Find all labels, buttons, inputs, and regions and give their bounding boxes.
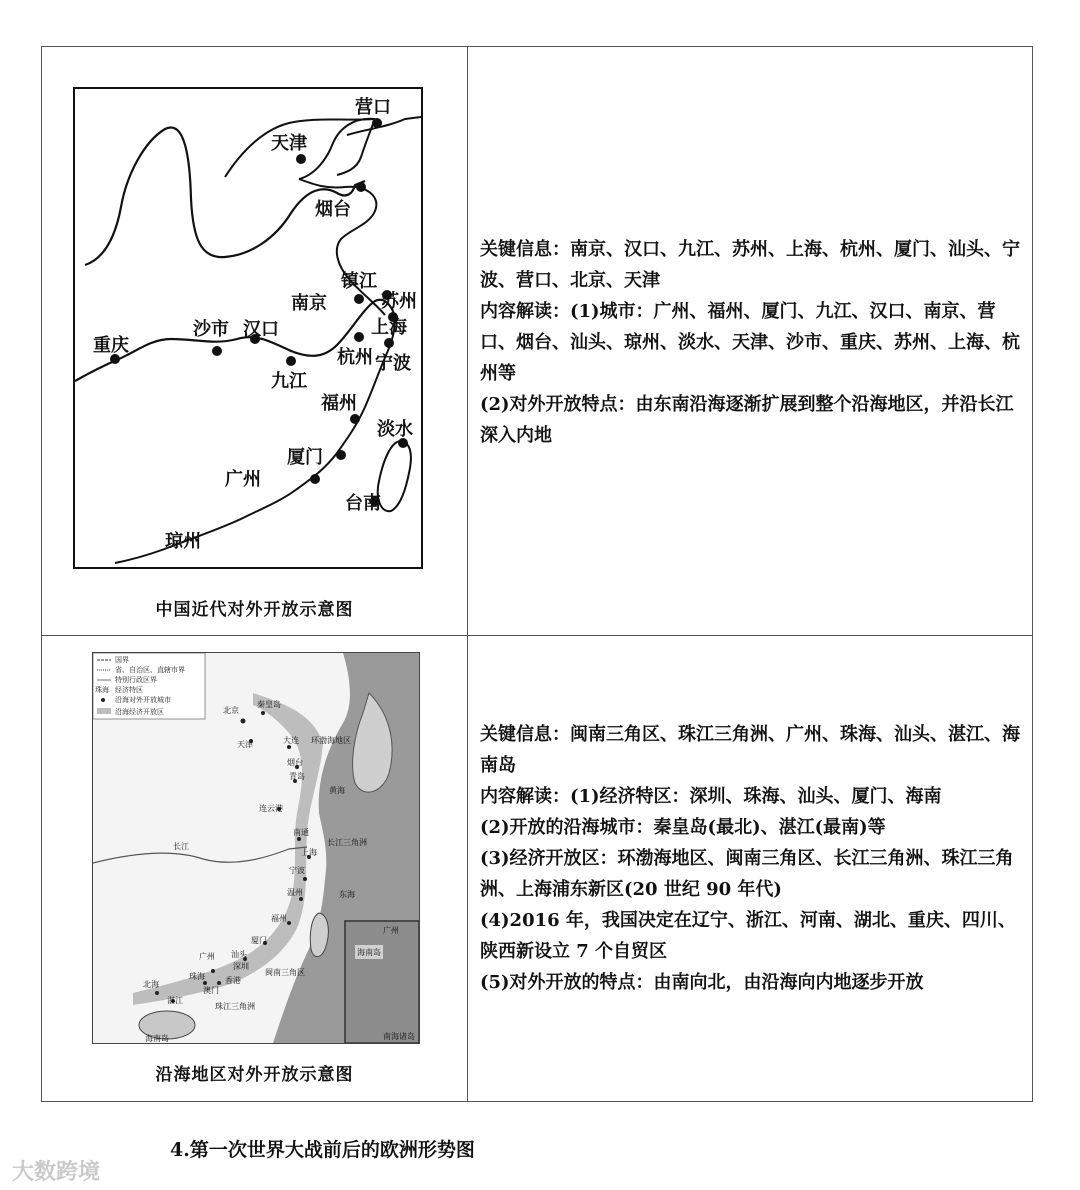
place-zhanjiang: 湛江 xyxy=(167,996,183,1005)
city-shashi: 沙市 xyxy=(193,319,229,340)
city-hankou: 汉口 xyxy=(243,319,279,340)
text-cell-modern xyxy=(468,47,1033,636)
yellow-river xyxy=(85,127,365,265)
label-minnan-zone: 闽南三角区 xyxy=(265,968,305,977)
interp-label: 内容解读： xyxy=(480,786,570,807)
place-wenzhou: 温州 xyxy=(287,888,303,897)
place-nantong: 南通 xyxy=(293,828,309,837)
city-nanjing: 南京 xyxy=(291,293,327,314)
section-title: 4.第一次世界大战前后的欧洲形势图 xyxy=(170,1139,475,1161)
map-caption: 中国近代对外开放示意图 xyxy=(155,600,354,620)
place-beijing: 北京 xyxy=(223,706,239,715)
label-huanghai: 黄海 xyxy=(329,786,345,795)
interp-para xyxy=(480,781,1024,812)
place-guangzhou: 广州 xyxy=(199,952,215,961)
legend-item: 特别行政区界 xyxy=(115,676,157,684)
legend-item: 沿海经济开放区 xyxy=(115,708,164,716)
city-suzhou: 苏州 xyxy=(381,291,417,312)
city-zhenjiang: 镇江 xyxy=(341,271,377,292)
modern-opening-map xyxy=(73,87,423,569)
place-xianggang: 香港 xyxy=(225,976,241,985)
watermark-logo: 大数跨境 xyxy=(12,1160,101,1185)
interp-item-3: (3)经济开放区：环渤海地区、闽南三角区、长江三角洲、珠江三角洲、上海浦东新区(20 世纪 90 年代) xyxy=(480,848,1014,900)
city-tianjin: 天津 xyxy=(271,133,307,154)
city-xiamen: 厦门 xyxy=(287,447,323,468)
inset-label-guangzhou: 广州 xyxy=(383,926,399,935)
place-dalian: 大连 xyxy=(283,736,299,745)
place-xiamen: 厦门 xyxy=(251,936,267,945)
interp-label: 内容解读： xyxy=(480,301,570,322)
label-changjiang-zone: 长江三角洲 xyxy=(327,838,367,847)
content-table xyxy=(41,46,1033,1102)
key-info-para xyxy=(480,719,1024,781)
key-info-label: 关键信息： xyxy=(480,724,570,745)
city-shanghai: 上海 xyxy=(371,317,407,338)
place-ningbo: 宁波 xyxy=(289,866,305,875)
coastal-map-svg xyxy=(93,653,419,1043)
place-tianjin: 天津 xyxy=(237,740,253,749)
place-shanghai: 上海 xyxy=(301,848,317,857)
modern-notes xyxy=(480,234,1024,451)
interp-item-4: (4)2016 年，我国决定在辽宁、浙江、河南、湖北、重庆、四川、陕西新设立 7 个自贸区 xyxy=(480,910,1016,962)
inset-label-hainan: 海南岛 xyxy=(357,948,381,957)
inset-label-bottom: 南海诸岛 xyxy=(383,1032,415,1041)
legend-item: 国界 xyxy=(115,656,129,664)
city-jiujiang: 九江 xyxy=(271,371,307,392)
coastal-notes xyxy=(480,719,1024,998)
city-chongqing: 重庆 xyxy=(93,335,129,356)
coastal-opening-map xyxy=(92,652,420,1044)
key-info-text: 南京、汉口、九江、苏州、上海、杭州、厦门、汕头、宁波、营口、北京、天津 xyxy=(480,239,1020,291)
place-hainan: 海南岛 xyxy=(145,1034,169,1043)
place-yantai: 烟台 xyxy=(287,758,303,767)
label-donghai: 东海 xyxy=(339,890,355,899)
place-fuzhou: 福州 xyxy=(271,914,287,923)
table-row xyxy=(42,636,1033,1102)
place-qingdao: 青岛 xyxy=(289,772,305,781)
city-yingkou: 营口 xyxy=(355,97,391,118)
interp-item-2: (2)对外开放特点：由东南沿海逐渐扩展到整个沿海地区，并沿长江深入内地 xyxy=(480,394,1014,446)
place-qinhuangdao: 秦皇岛 xyxy=(257,700,281,709)
city-yantai: 烟台 xyxy=(315,199,351,220)
interp-item-1: (1)经济特区：深圳、珠海、汕头、厦门、海南 xyxy=(570,786,942,807)
city-guangzhou: 广州 xyxy=(225,469,261,490)
taiwan-island xyxy=(378,441,411,511)
place-shenzhen: 深圳 xyxy=(233,962,249,971)
label-zhujiang-zone: 珠江三角洲 xyxy=(215,1002,255,1011)
legend-item: 省、自治区、直辖市界 xyxy=(115,666,185,674)
city-fuzhou: 福州 xyxy=(321,393,357,414)
table-row xyxy=(42,47,1033,636)
modern-map-svg xyxy=(75,89,421,567)
bohai-coast xyxy=(299,119,375,179)
key-info-para xyxy=(480,234,1024,296)
city-tainan: 台南 xyxy=(345,493,381,514)
city-hangzhou: 杭州 xyxy=(337,347,373,368)
place-aomen: 澳门 xyxy=(203,986,219,995)
legend-sample: 珠海 xyxy=(95,686,109,694)
label-bohai-zone: 环渤海地区 xyxy=(311,736,351,745)
city-qiongzhou: 琼州 xyxy=(165,531,201,552)
key-info-label: 关键信息： xyxy=(480,239,570,260)
map-caption: 沿海地区对外开放示意图 xyxy=(155,1065,354,1085)
legend-item: 沿海对外开放城市 xyxy=(115,696,171,704)
interp-item-1: (1)城市：广州、福州、厦门、九江、汉口、南京、营口、烟台、汕头、琼州、淡水、天津、沙市、重庆、苏州、上海、杭州等 xyxy=(480,301,1020,384)
interp-para xyxy=(480,296,1024,389)
place-lianyungang: 连云港 xyxy=(259,804,283,813)
place-zhuhai: 珠海 xyxy=(189,972,205,981)
south-sea-inset xyxy=(345,921,419,1043)
map-cell-modern xyxy=(42,47,468,636)
city-danshui: 淡水 xyxy=(377,419,413,440)
interp-item-2: (2)开放的沿海城市：秦皇岛(最北)、湛江(最南)等 xyxy=(480,817,886,838)
legend-item: 经济特区 xyxy=(115,686,143,694)
place-shantou: 汕头 xyxy=(231,950,247,959)
key-info-text: 闽南三角区、珠江三角洲、广州、珠海、汕头、湛江、海南岛 xyxy=(480,724,1020,776)
city-ningbo: 宁波 xyxy=(375,353,411,374)
interp-item-5: (5)对外开放的特点：由南向北，由沿海向内地逐步开放 xyxy=(480,972,924,993)
map-cell-coastal xyxy=(42,636,468,1102)
text-cell-coastal xyxy=(468,636,1033,1102)
label-changjiang-river: 长江 xyxy=(173,842,189,851)
place-beihai: 北海 xyxy=(143,980,159,989)
